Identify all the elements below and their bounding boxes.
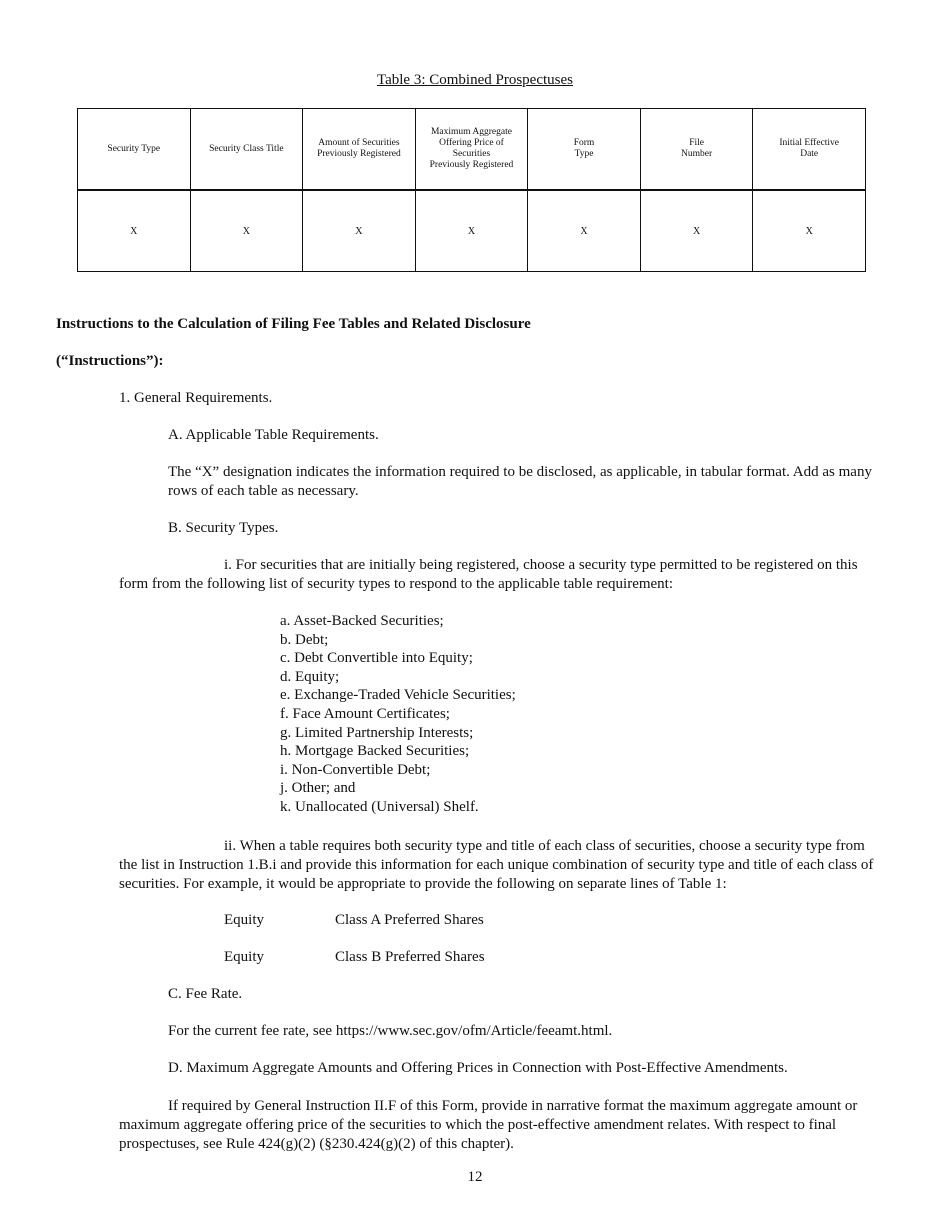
list-item: d. Equity; <box>280 668 340 685</box>
table-cell: X <box>78 190 191 272</box>
table-cell: X <box>303 190 416 272</box>
table-cell: X <box>190 190 303 272</box>
security-types-list <box>280 612 516 817</box>
list-item: g. Limited Partnership Interests; <box>280 724 474 741</box>
list-item: a. Asset-Backed Securities; <box>280 613 444 629</box>
section-fee-rate: C. Fee Rate. <box>168 986 243 1002</box>
example-2-title: Class B Preferred Shares <box>335 949 485 965</box>
table-title: Table 3: Combined Prospectuses <box>376 72 573 88</box>
table-cell: X <box>640 190 753 272</box>
combined-prospectuses-table <box>77 108 866 272</box>
header-max-aggregate-offering-price: Maximum Aggregate Offering Price of Securities Previously Registered <box>415 109 528 191</box>
example-1-title: Class A Preferred Shares <box>335 912 484 928</box>
example-1-type: Equity <box>224 912 264 928</box>
list-item: b. Debt; <box>280 631 329 648</box>
table-cell: X <box>528 190 641 272</box>
table-header-row <box>78 109 866 191</box>
header-amount-previously-registered: Amount of Securities Previously Registered <box>303 109 416 191</box>
header-initial-effective-date: Initial Effective Date <box>753 109 866 191</box>
list-item: e. Exchange-Traded Vehicle Securities; <box>280 687 516 704</box>
table-cell: X <box>753 190 866 272</box>
paragraph-fee-rate: For the current fee rate, see https://www.sec.gov/ofm/Article/feeamt.html. <box>168 1023 613 1039</box>
header-file-number: File Number <box>640 109 753 191</box>
header-form-type: Form Type <box>528 109 641 191</box>
page-number: 12 <box>467 1169 483 1185</box>
list-item: j. Other; and <box>280 780 356 797</box>
list-item: k. Unallocated (Universal) Shelf. <box>280 798 479 815</box>
table-row <box>78 190 866 272</box>
paragraph-bi-first-line: i. For securities that are initially being registered, choose a security type permitted to be registered on this <box>224 557 858 573</box>
list-item: f. Face Amount Certificates; <box>280 705 450 722</box>
paragraph-bi-rest: form from the following list of security types to respond to the applicable table requirement: <box>119 576 674 592</box>
list-item: c. Debt Convertible into Equity; <box>280 650 473 667</box>
list-item: i. Non-Convertible Debt; <box>280 761 431 778</box>
instructions-heading-line1: Instructions to the Calculation of Filing Fee Tables and Related Disclosure <box>56 316 531 332</box>
section-security-types: B. Security Types. <box>168 520 279 536</box>
section-applicable-table-requirements: A. Applicable Table Requirements. <box>168 427 379 443</box>
header-security-class-title: Security Class Title <box>190 109 303 191</box>
section-post-effective-amendments: D. Maximum Aggregate Amounts and Offering Prices in Connection with Post-Effective Amendments. <box>168 1060 788 1076</box>
example-2-type: Equity <box>224 949 264 965</box>
paragraph-post-effective-amendments: If required by General Instruction II.F of this Form, provide in narrative format the maximum aggregate amount or maximum aggregate offering price of the securities to which the post-effective amendment relates. With respect to final prospectuses, see Rule 424(g)(2) (§230.424(g)(2) of this chapter). <box>119 1098 858 1152</box>
header-security-type: Security Type <box>78 109 191 191</box>
table-cell: X <box>415 190 528 272</box>
paragraph-bii-first-line: ii. When a table requires both security type and title of each class of securities, choose a security type from <box>224 838 865 854</box>
list-item: h. Mortgage Backed Securities; <box>280 743 470 760</box>
paragraph-bii-rest: the list in Instruction 1.B.i and provide this information for each unique combination of security type and title of each class of securities. For example, it would be appropriate to provide the following on separate lines of Table 1: <box>119 857 874 892</box>
instructions-heading-line2: (“Instructions”): <box>56 353 164 369</box>
paragraph-x-designation: The “X” designation indicates the information required to be disclosed, as applicable, in tabular format. Add as many rows of each table as necessary. <box>168 464 872 499</box>
section-general-requirements: 1. General Requirements. <box>119 390 273 406</box>
